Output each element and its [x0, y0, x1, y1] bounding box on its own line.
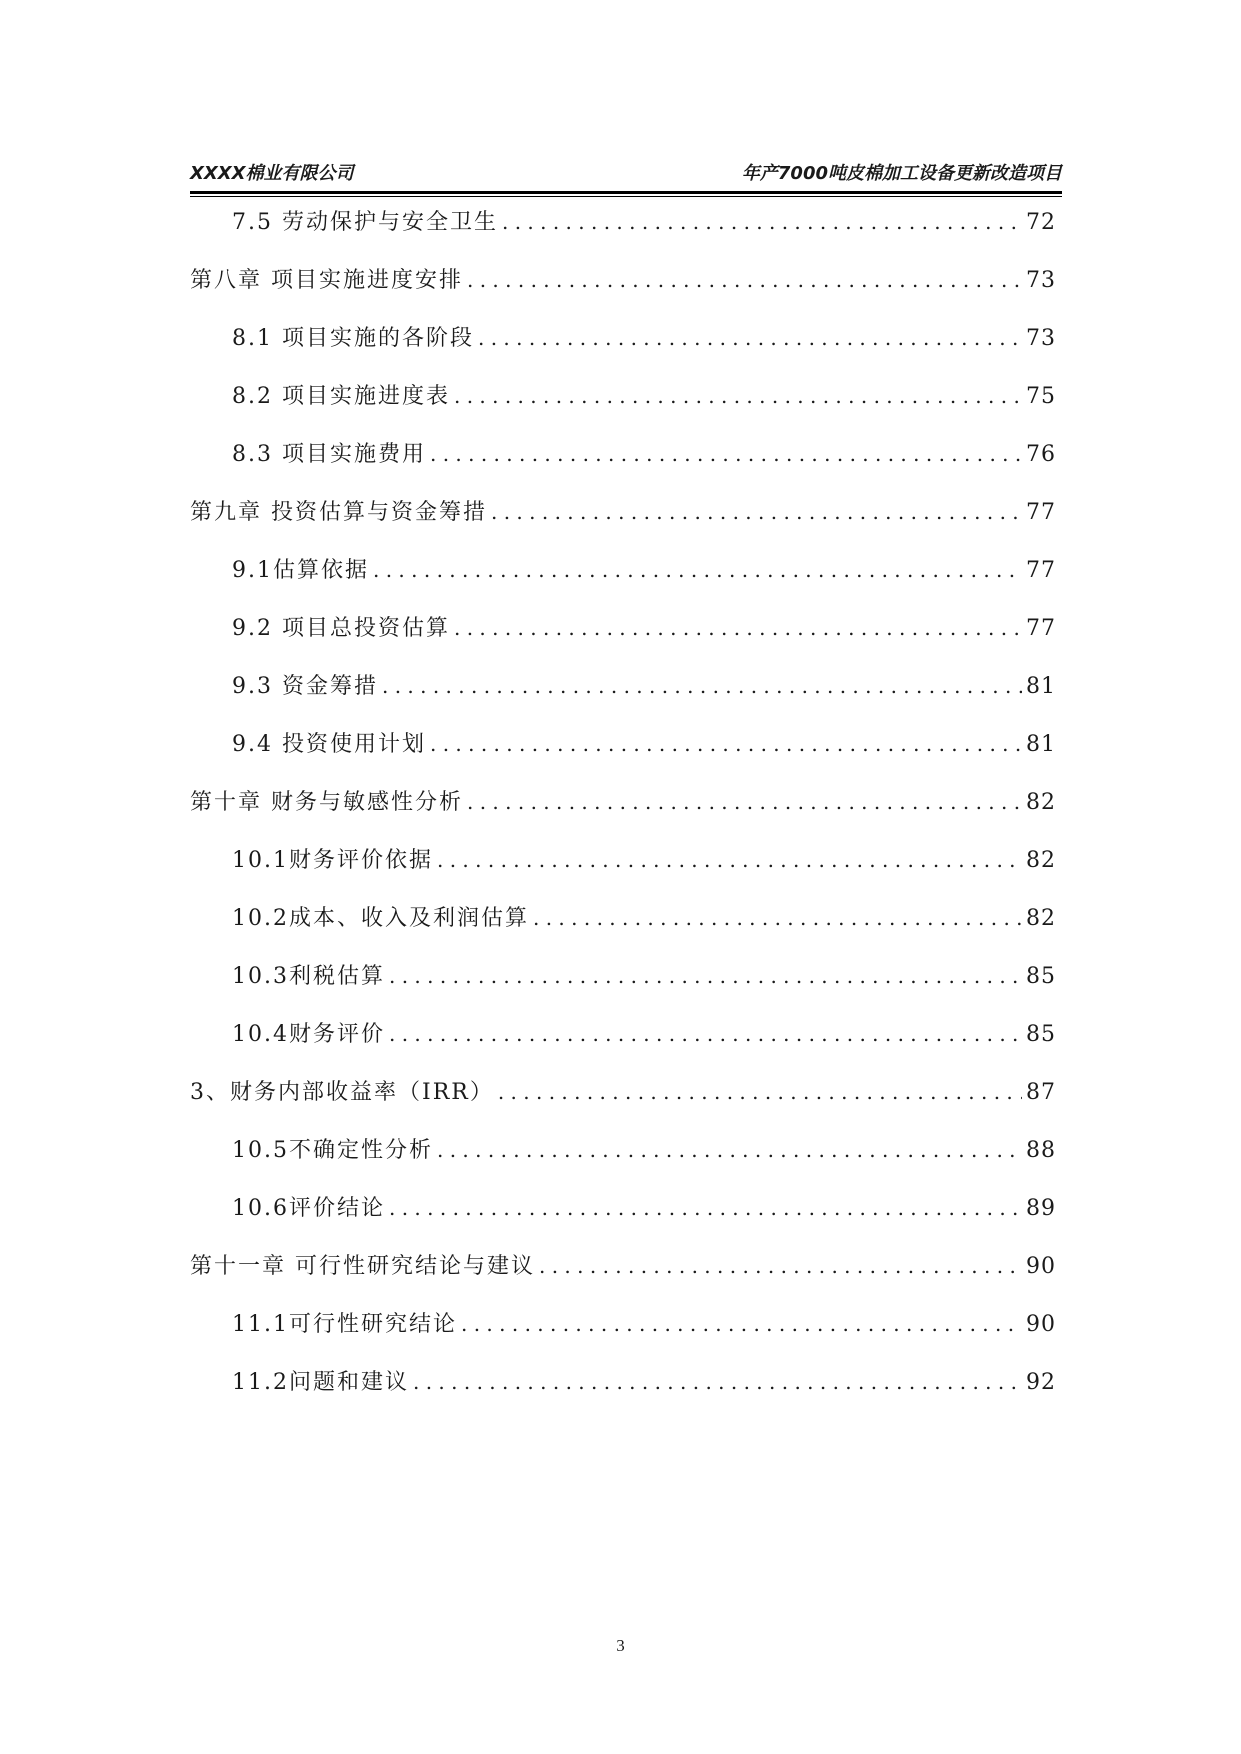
toc-dot-leader — [498, 1072, 1022, 1112]
toc-entry[interactable] — [190, 260, 1056, 300]
toc-entry[interactable] — [232, 724, 1056, 764]
toc-entry-title: 9.4 投资使用计划 — [232, 732, 426, 757]
toc-entry-page: 77 — [1026, 500, 1056, 525]
toc-entry[interactable] — [232, 318, 1056, 358]
header-company-name: XXXX棉业有限公司 — [190, 163, 354, 184]
header-rule-thick — [190, 191, 1062, 194]
toc-entry-page: 72 — [1026, 210, 1056, 235]
toc-entry-page: 82 — [1026, 906, 1056, 931]
toc-entry-title: 8.3 项目实施费用 — [232, 442, 426, 467]
toc-entry[interactable] — [232, 840, 1056, 880]
toc-entry-page: 85 — [1026, 964, 1056, 989]
toc-dot-leader — [454, 376, 1022, 416]
toc-dot-leader — [491, 492, 1022, 532]
toc-entry[interactable] — [232, 376, 1056, 416]
toc-entry[interactable] — [190, 492, 1056, 532]
toc-entry[interactable] — [232, 666, 1056, 706]
toc-entry-page: 88 — [1026, 1138, 1056, 1163]
toc-entry-title: 3、财务内部收益率（IRR） — [190, 1080, 494, 1105]
toc-entry-page: 90 — [1026, 1312, 1056, 1337]
toc-entry-title: 第十章 财务与敏感性分析 — [190, 790, 463, 815]
toc-dot-leader — [467, 260, 1022, 300]
page-header — [190, 162, 1062, 190]
toc-entry-title: 9.2 项目总投资估算 — [232, 616, 450, 641]
header-rule-thin — [190, 196, 1062, 197]
toc-entry[interactable] — [232, 1130, 1056, 1170]
toc-entry-page: 82 — [1026, 790, 1056, 815]
toc-entry[interactable] — [232, 1304, 1056, 1344]
toc-dot-leader — [373, 550, 1022, 590]
toc-entry-title: 7.5 劳动保护与安全卫生 — [232, 210, 498, 235]
toc-entry[interactable] — [190, 1072, 1056, 1112]
toc-dot-leader — [430, 724, 1022, 764]
toc-entry-title: 第十一章 可行性研究结论与建议 — [190, 1254, 535, 1279]
toc-entry-page: 77 — [1026, 558, 1056, 583]
toc-entry-page: 77 — [1026, 616, 1056, 641]
toc-dot-leader — [478, 318, 1022, 358]
toc-dot-leader — [437, 1130, 1022, 1170]
toc-entry[interactable] — [232, 1014, 1056, 1054]
toc-entry-title: 8.2 项目实施进度表 — [232, 384, 450, 409]
toc-entry[interactable] — [232, 1188, 1056, 1228]
toc-dot-leader — [389, 1014, 1022, 1054]
toc-entry[interactable] — [232, 550, 1056, 590]
toc-entry-title: 第九章 投资估算与资金筹措 — [190, 500, 487, 525]
toc-entry-page: 75 — [1026, 384, 1056, 409]
toc-dot-leader — [413, 1362, 1022, 1402]
toc-entry-page: 82 — [1026, 848, 1056, 873]
toc-entry-title: 10.4财务评价 — [232, 1022, 385, 1047]
toc-dot-leader — [461, 1304, 1022, 1344]
toc-dot-leader — [437, 840, 1022, 880]
toc-entry-title: 11.1可行性研究结论 — [232, 1312, 457, 1337]
toc-dot-leader — [502, 202, 1022, 242]
toc-dot-leader — [454, 608, 1022, 648]
toc-entry-page: 76 — [1026, 442, 1056, 467]
toc-entry-title: 8.1 项目实施的各阶段 — [232, 326, 474, 351]
toc-dot-leader — [430, 434, 1022, 474]
toc-dot-leader — [382, 666, 1022, 706]
toc-entry-title: 11.2问题和建议 — [232, 1370, 409, 1395]
toc-entry-title: 10.1财务评价依据 — [232, 848, 433, 873]
toc-entry[interactable] — [232, 434, 1056, 474]
toc-dot-leader — [467, 782, 1022, 822]
toc-entry-title: 10.5不确定性分析 — [232, 1138, 433, 1163]
toc-entry-page: 73 — [1026, 268, 1056, 293]
toc-entry-page: 87 — [1026, 1080, 1056, 1105]
toc-dot-leader — [533, 898, 1022, 938]
toc-entry[interactable] — [190, 1246, 1056, 1286]
toc-entry-page: 81 — [1026, 674, 1056, 699]
header-project-title: 年产7000吨皮棉加工设备更新改造项目 — [741, 163, 1062, 184]
toc-entry-page: 81 — [1026, 732, 1056, 757]
toc-entry[interactable] — [190, 782, 1056, 822]
toc-entry[interactable] — [232, 1362, 1056, 1402]
toc-entry-title: 9.3 资金筹措 — [232, 674, 378, 699]
toc-entry[interactable] — [232, 898, 1056, 938]
page-number: 3 — [616, 1636, 625, 1655]
toc-entry-title: 第八章 项目实施进度安排 — [190, 268, 463, 293]
toc-entry[interactable] — [232, 956, 1056, 996]
toc-entry-page: 73 — [1026, 326, 1056, 351]
toc-entry-page: 85 — [1026, 1022, 1056, 1047]
toc-entry-title: 9.1估算依据 — [232, 558, 369, 583]
toc-entry[interactable] — [232, 608, 1056, 648]
toc-dot-leader — [539, 1246, 1022, 1286]
toc-entry-page: 89 — [1026, 1196, 1056, 1221]
toc-entry-page: 90 — [1026, 1254, 1056, 1279]
toc-entry-title: 10.6评价结论 — [232, 1196, 385, 1221]
toc-entry[interactable] — [232, 202, 1056, 242]
toc-entry-title: 10.2成本、收入及利润估算 — [232, 906, 529, 931]
toc-entry-page: 92 — [1026, 1370, 1056, 1395]
toc-entry-title: 10.3利税估算 — [232, 964, 385, 989]
toc-dot-leader — [389, 956, 1022, 996]
toc-dot-leader — [389, 1188, 1022, 1228]
